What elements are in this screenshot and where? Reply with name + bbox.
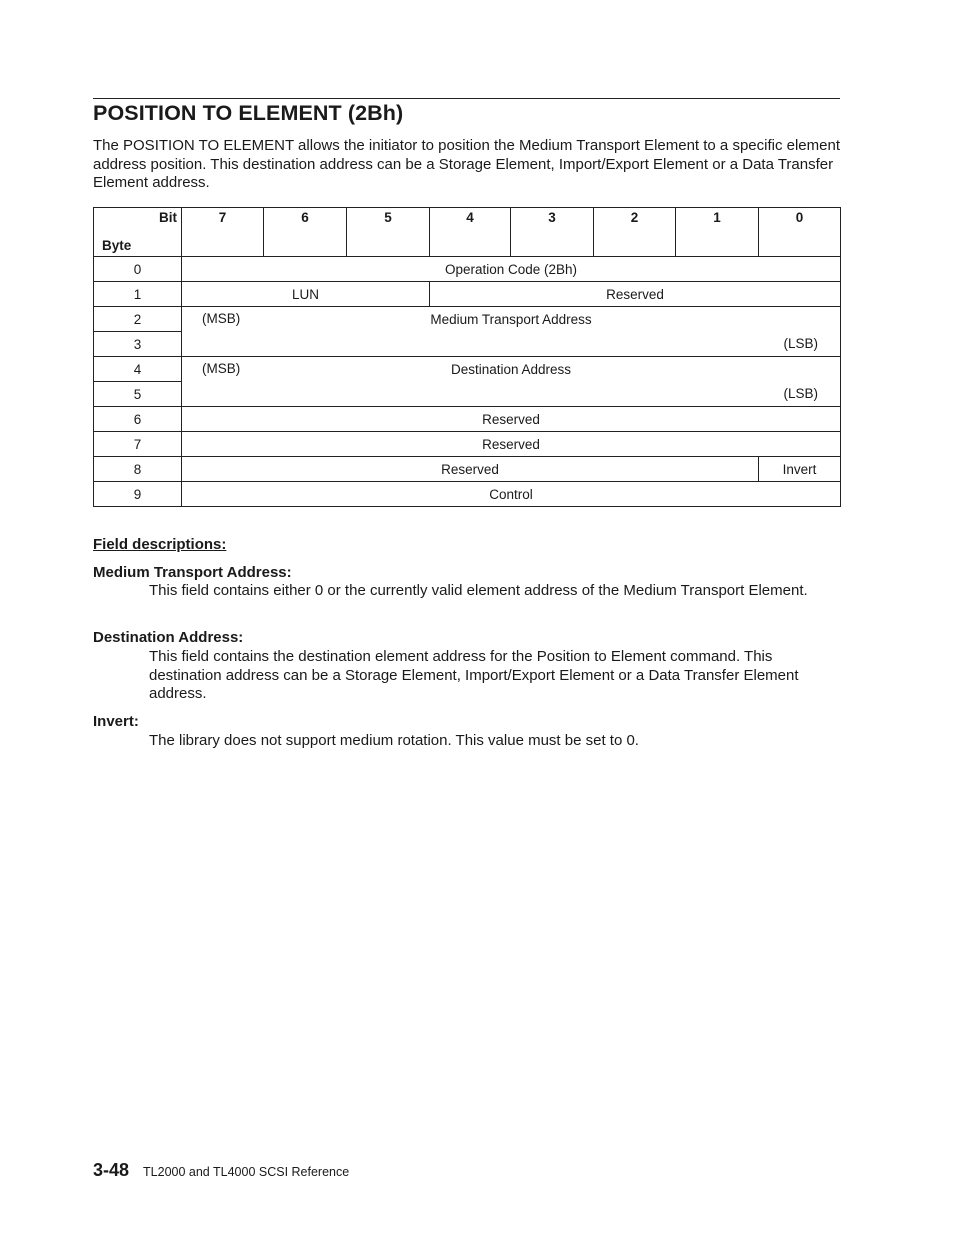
bit-0-header: 0 xyxy=(759,208,841,257)
bit-5-header: 5 xyxy=(347,208,430,257)
byte-number: 8 xyxy=(94,457,182,482)
byte-label: Byte xyxy=(102,238,132,253)
control-field: Control xyxy=(182,482,841,507)
byte-number: 4 xyxy=(94,357,182,382)
medium-transport-address-field xyxy=(182,307,841,332)
invert-description: The library does not support medium rotation. This value must be set to 0. xyxy=(149,732,639,749)
medium-transport-address-description: This field contains either 0 or the currently valid element address of the Medium Transport Element. xyxy=(149,582,808,599)
document-page xyxy=(93,0,840,1235)
bit-2-header: 2 xyxy=(594,208,676,257)
table-row xyxy=(94,482,841,507)
bit-7-header: 7 xyxy=(182,208,264,257)
field-descriptions-heading: Field descriptions: xyxy=(93,536,227,553)
reserved-field: Reserved xyxy=(182,457,759,482)
lun-field: LUN xyxy=(182,282,430,307)
bit-byte-corner xyxy=(94,208,182,257)
invert-field: Invert xyxy=(759,457,841,482)
field-name: Medium Transport Address xyxy=(430,311,592,327)
destination-address-description: This field contains the destination element address for the Position to Element command. This destination address can be a Storage Element, Import/Export Element or a Data Transfer Element address. xyxy=(149,648,799,702)
byte-number: 5 xyxy=(94,382,182,407)
bit-label: Bit xyxy=(159,210,177,225)
section-title: POSITION TO ELEMENT (2Bh) xyxy=(93,101,404,125)
table-row xyxy=(94,382,841,407)
field-name: Destination Address xyxy=(450,361,572,377)
page-number: 3-48 xyxy=(93,1160,130,1180)
bit-1-header: 1 xyxy=(676,208,759,257)
intro-paragraph: The POSITION TO ELEMENT allows the initiator to position the Medium Transport Element to a specific element address position. This destination address can be a Storage Element, Import/Export Element or a Data Transfer Element address. xyxy=(93,137,840,191)
bit-3-header: 3 xyxy=(511,208,594,257)
table-row xyxy=(94,282,841,307)
reserved-field: Reserved xyxy=(430,282,841,307)
operation-code-field: Operation Code (2Bh) xyxy=(182,257,841,282)
reserved-field: Reserved xyxy=(182,432,841,457)
byte-number: 1 xyxy=(94,282,182,307)
table-row xyxy=(94,457,841,482)
destination-address-term: Destination Address: xyxy=(93,629,244,646)
reserved-field: Reserved xyxy=(182,407,841,432)
table-row xyxy=(94,407,841,432)
byte-number: 7 xyxy=(94,432,182,457)
byte-number: 3 xyxy=(94,332,182,357)
page-footer xyxy=(93,1160,349,1181)
table-row xyxy=(94,257,841,282)
invert-term: Invert: xyxy=(93,713,139,730)
table-header-row xyxy=(94,208,841,257)
medium-transport-address-term: Medium Transport Address: xyxy=(93,564,292,581)
byte-number: 0 xyxy=(94,257,182,282)
bit-6-header: 6 xyxy=(264,208,347,257)
byte-number: 9 xyxy=(94,482,182,507)
byte-number: 6 xyxy=(94,407,182,432)
lsb-marker: (LSB) xyxy=(182,332,841,357)
command-descriptor-table xyxy=(93,207,841,507)
lsb-marker: (LSB) xyxy=(182,382,841,407)
table-row xyxy=(94,432,841,457)
destination-address-field xyxy=(182,357,841,382)
byte-number: 2 xyxy=(94,307,182,332)
bit-4-header: 4 xyxy=(430,208,511,257)
table-row xyxy=(94,357,841,382)
table-row xyxy=(94,307,841,332)
msb-marker: (MSB) xyxy=(202,361,241,376)
document-title: TL2000 and TL4000 SCSI Reference xyxy=(143,1165,350,1179)
heading-rule xyxy=(93,98,840,99)
msb-marker: (MSB) xyxy=(202,311,241,326)
table-row xyxy=(94,332,841,357)
